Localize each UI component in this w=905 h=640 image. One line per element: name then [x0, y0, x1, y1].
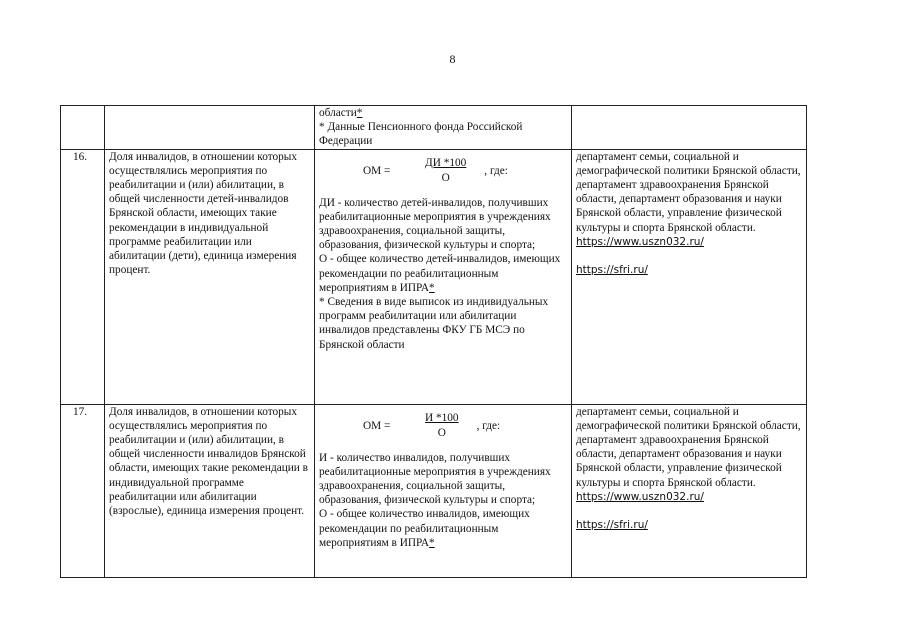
formula-lhs: ОМ = — [363, 164, 391, 177]
formula-numerator: ДИ *100 — [425, 157, 467, 170]
formula-fraction — [421, 156, 470, 184]
page-number: 8 — [449, 52, 456, 66]
indicators-table — [60, 105, 807, 578]
cell-name-empty — [105, 106, 315, 150]
data-source-note: * Сведения в виде выписок из индивидуальных программ реабилитации или абилитации инвалидов представлены ФКУ ГБ МСЭ по Брянской области — [319, 296, 549, 351]
link-sfri[interactable]: https://sfri.ru/ — [576, 519, 648, 532]
continuation-text: области — [319, 107, 357, 119]
footnote-star: * — [429, 536, 435, 549]
definition-2: О - общее количество инвалидов, имеющих рекомендации по реабилитационным мероприятиям в ИПРА — [319, 508, 530, 549]
footnote-star: * — [356, 107, 363, 119]
definition-1: ДИ - количество детей-инвалидов, получивших реабилитационные мероприятия в учреждениях здравоохранения, социальной защиты, образования, физической культуры и спорта; — [319, 196, 551, 252]
formula-where: , где: — [484, 164, 508, 177]
responsible-text: департамент семьи, социальной и демографической политики Брянской области, департамент здравоохранения Брянской области, департамент образования и науки Брянской области, управление физической культуры и спорта Брянской области. — [576, 150, 801, 234]
cell-num-empty — [61, 106, 105, 150]
formula-fraction — [421, 411, 463, 439]
table-row-16 — [61, 149, 807, 404]
table-row-continuation — [61, 106, 807, 150]
link-sfri[interactable]: https://sfri.ru/ — [576, 264, 648, 277]
cell-resp-empty — [572, 106, 807, 150]
formula-numerator: И *100 — [425, 412, 459, 425]
responsible-bodies — [572, 404, 807, 577]
formula — [363, 156, 567, 186]
link-uszn032[interactable]: https://www.uszn032.ru/ — [576, 235, 704, 248]
indicator-name: Доля инвалидов, в отношении которых осуществлялись мероприятия по реабилитации и (или) абилитации, в общей численности инвалидов Брянской области, имеющих такие рекомендации в индивидуальной программе реабилитации или абилитации (взрослые), единица измерения процент. — [105, 404, 315, 577]
row-number: 16. — [61, 149, 105, 404]
responsible-text: департамент семьи, социальной и демографической политики Брянской области, департамент здравоохранения Брянской области, департамент образования и науки Брянской области, управление физической культуры и спорта Брянской области. — [576, 405, 801, 489]
formula-where: , где: — [476, 419, 501, 432]
formula-lhs: ОМ = — [363, 419, 391, 432]
source-note: * Данные Пенсионного фонда Российской Федерации — [319, 121, 523, 148]
formula-denominator: О — [441, 171, 450, 184]
cell-formula-continuation — [315, 106, 572, 150]
responsible-bodies — [572, 149, 807, 404]
formula — [363, 411, 567, 441]
definition-2: О - общее количество детей-инвалидов, имеющих рекомендации по реабилитационным мероприятиям в ИПРА — [319, 253, 561, 294]
indicator-name: Доля инвалидов, в отношении которых осуществлялись мероприятия по реабилитации и (или) абилитации, в общей численности детей-инвалидов Брянской области, имеющих такие рекомендации в индивидуальной программе реабилитации или абилитации (дети), единица измерения процент. — [105, 149, 315, 404]
table-row-17 — [61, 404, 807, 577]
footnote-star: * — [429, 281, 435, 294]
calculation-method — [315, 149, 572, 404]
calculation-method — [315, 404, 572, 577]
formula-denominator: О — [437, 426, 446, 439]
row-number: 17. — [61, 404, 105, 577]
link-uszn032[interactable]: https://www.uszn032.ru/ — [576, 490, 704, 503]
definition-1: И - количество инвалидов, получивших реабилитационные мероприятия в учреждениях здравоохранения, социальной защиты, образования, физической культуры и спорта; — [319, 451, 551, 507]
